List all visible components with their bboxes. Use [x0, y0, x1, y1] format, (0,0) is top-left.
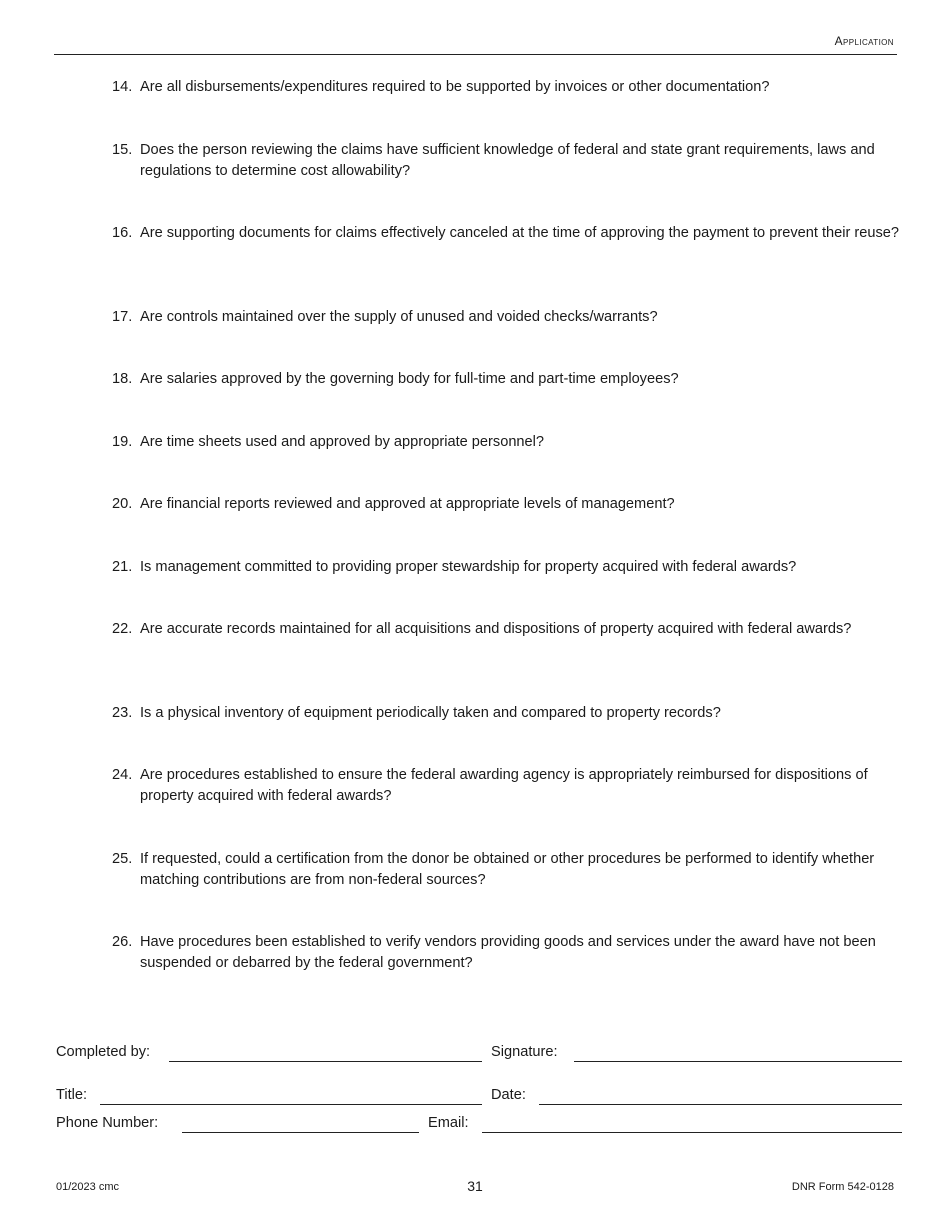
- question-text: Are salaries approved by the governing body for full-time and part-time employees?: [140, 371, 679, 387]
- date-line[interactable]: [539, 1104, 902, 1105]
- question-number: 21.: [112, 559, 133, 575]
- question-24: [112, 765, 902, 807]
- question-text: Are supporting documents for claims effectively canceled at the time of approving the payment to prevent their reuse?: [140, 225, 900, 241]
- question-text: Is management committed to providing proper stewardship for property acquired with federal awards?: [140, 559, 797, 575]
- question-text: Have procedures been established to verify vendors providing goods and services under the award have not been suspended or debarred by the federal government?: [140, 934, 876, 971]
- question-text: If requested, could a certification from the donor be obtained or other procedures be performed to identify whether matching contributions are from non-federal sources?: [140, 851, 875, 888]
- header-section-label: Application: [834, 34, 894, 48]
- question-26: [112, 932, 902, 974]
- title-label: Title:: [56, 1087, 88, 1103]
- question-18: [112, 369, 902, 390]
- email-label: Email:: [428, 1115, 469, 1131]
- question-number: 19.: [112, 434, 133, 450]
- phone-number-line[interactable]: [182, 1132, 419, 1133]
- phone-number-label: Phone Number:: [56, 1115, 159, 1131]
- email-line[interactable]: [482, 1132, 902, 1133]
- question-text: Are time sheets used and approved by appropriate personnel?: [140, 434, 545, 450]
- question-20: [112, 494, 902, 515]
- question-text: Are all disbursements/expenditures required to be supported by invoices or other documentation?: [140, 79, 770, 95]
- question-text: Are accurate records maintained for all acquisitions and dispositions of property acquired with federal awards?: [140, 621, 852, 637]
- signature-label: Signature:: [491, 1044, 558, 1060]
- question-number: 23.: [112, 705, 133, 721]
- question-number: 16.: [112, 225, 133, 241]
- question-16: [112, 223, 902, 244]
- question-number: 14.: [112, 79, 133, 95]
- question-22: [112, 619, 902, 640]
- question-number: 24.: [112, 767, 133, 783]
- question-number: 20.: [112, 496, 133, 512]
- signature-line[interactable]: [574, 1061, 902, 1062]
- question-number: 22.: [112, 621, 133, 637]
- question-17: [112, 307, 902, 328]
- question-number: 18.: [112, 371, 133, 387]
- footer-form-id: DNR Form 542-0128: [791, 1181, 894, 1193]
- question-text: Are procedures established to ensure the federal awarding agency is appropriately reimbursed for dispositions of property acquired with federal awards?: [140, 767, 868, 804]
- question-number: 25.: [112, 851, 133, 867]
- question-19: [112, 432, 902, 453]
- question-text: Are controls maintained over the supply of unused and voided checks/warrants?: [140, 309, 658, 325]
- question-text: Does the person reviewing the claims have sufficient knowledge of federal and state grant requirements, laws and regulations to determine cost allowability?: [140, 142, 875, 179]
- question-number: 26.: [112, 934, 133, 950]
- question-21: [112, 557, 902, 578]
- question-text: Are financial reports reviewed and approved at appropriate levels of management?: [140, 496, 675, 512]
- question-15: [112, 140, 902, 182]
- question-23: [112, 703, 902, 724]
- question-25: [112, 849, 902, 891]
- header-rule: [54, 54, 897, 55]
- page-number: 31: [467, 1178, 483, 1194]
- date-label: Date:: [491, 1087, 526, 1103]
- question-number: 15.: [112, 142, 133, 158]
- question-number: 17.: [112, 309, 133, 325]
- question-14: [112, 77, 902, 98]
- completed-by-line[interactable]: [169, 1061, 482, 1062]
- question-text: Is a physical inventory of equipment periodically taken and compared to property records?: [140, 705, 721, 721]
- footer-revision: 01/2023 cmc: [56, 1181, 119, 1193]
- title-line[interactable]: [100, 1104, 482, 1105]
- completed-by-label: Completed by:: [56, 1044, 151, 1060]
